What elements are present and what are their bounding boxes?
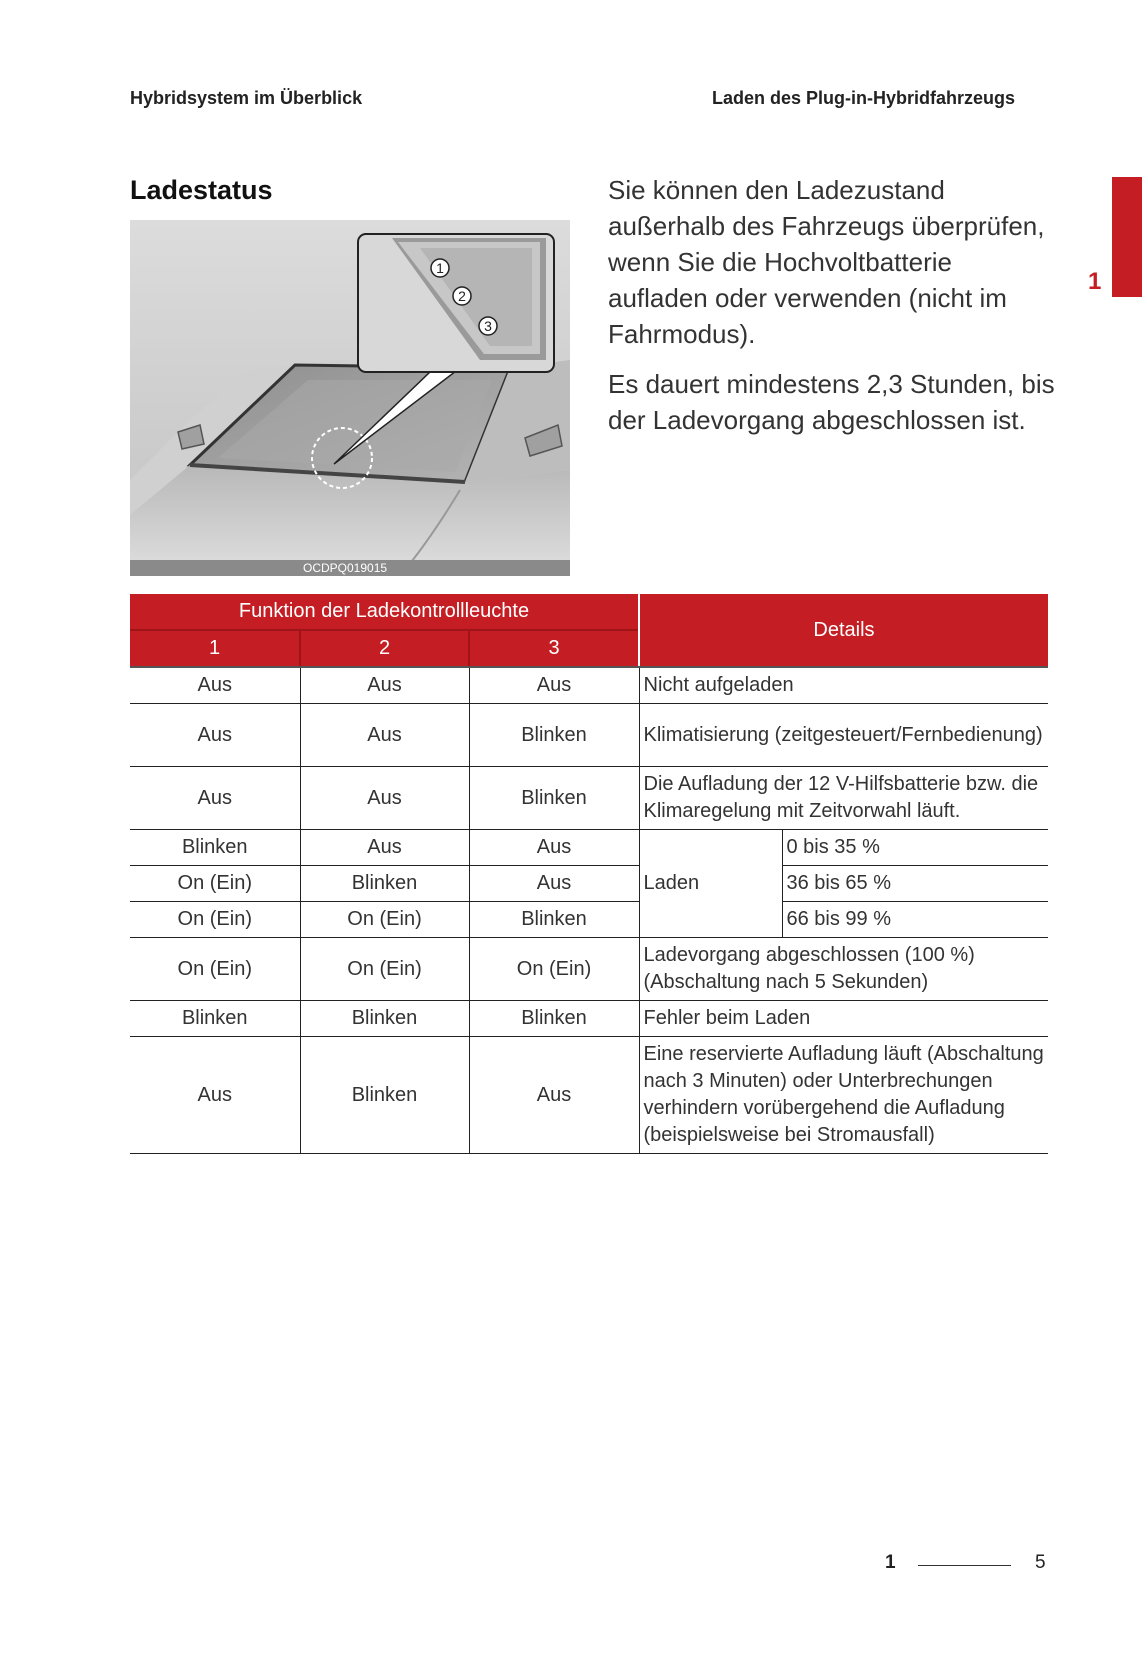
column-header-2: 2: [300, 630, 469, 667]
charge-range: 0 bis 35 %: [782, 830, 1048, 866]
table-row: [130, 767, 1048, 830]
table-group-header: Funktion der Ladekontrollleuchte: [130, 594, 639, 630]
table-row: [130, 902, 1048, 938]
row-detail: Die Aufladung der 12 V-Hilfsbatterie bzw. die Klimaregelung mit Zeitvorwahl läuft.: [639, 767, 1048, 830]
callout-2: 2: [458, 288, 466, 304]
lamp-3-state: Blinken: [469, 1001, 639, 1037]
row-detail: Eine reservierte Aufladung läuft (Abschaltung nach 3 Minuten) oder Unterbrechungen verhindern vorübergehend die Aufladung (beispielsweise bei Stromausfall): [639, 1037, 1048, 1154]
row-detail: Ladevorgang abgeschlossen (100 %) (Abschaltung nach 5 Sekunden): [639, 938, 1048, 1001]
page-number: 5: [1035, 1552, 1046, 1573]
figure-charging-indicator: [130, 220, 570, 576]
lamp-1-state: Blinken: [130, 1001, 300, 1037]
lamp-3-state: Aus: [469, 866, 639, 902]
table-row: [130, 866, 1048, 902]
callout-1: 1: [436, 260, 444, 276]
row-detail: Klimatisierung (zeitgesteuert/Fernbedienung): [639, 704, 1048, 767]
lamp-1-state: Blinken: [130, 830, 300, 866]
lamp-2-state: Aus: [300, 704, 469, 767]
lamp-3-state: Aus: [469, 1037, 639, 1154]
lamp-2-state: Blinken: [300, 1037, 469, 1154]
callout-3: 3: [484, 318, 492, 334]
section-title: Ladestatus: [130, 175, 273, 205]
running-header-left: Hybridsystem im Überblick: [130, 88, 363, 108]
lamp-1-state: On (Ein): [130, 902, 300, 938]
table-row: [130, 1037, 1048, 1154]
row-detail: Fehler beim Laden: [639, 1001, 1048, 1037]
column-header-3: 3: [469, 630, 639, 667]
lamp-3-state: Aus: [469, 667, 639, 704]
lamp-2-state: On (Ein): [300, 938, 469, 1001]
lamp-3-state: Aus: [469, 830, 639, 866]
intro-paragraph-2: Es dauert mindestens 2,3 Stunden, bis der Ladevorgang abgeschlossen ist.: [608, 369, 1055, 435]
details-header: Details: [639, 594, 1048, 667]
table-row: [130, 667, 1048, 704]
lamp-3-state: Blinken: [469, 767, 639, 830]
footer-divider: [918, 1565, 1011, 1566]
running-header-right: Laden des Plug-in-Hybridfahrzeugs: [711, 88, 1015, 108]
lamp-2-state: On (Ein): [300, 902, 469, 938]
lamp-1-state: Aus: [130, 1037, 300, 1154]
lamp-2-state: Blinken: [300, 866, 469, 902]
intro-text: [608, 172, 1058, 452]
table-row: [130, 1001, 1048, 1037]
row-detail: Nicht aufgeladen: [639, 667, 1048, 704]
lamp-3-state: Blinken: [469, 902, 639, 938]
lamp-2-state: Aus: [300, 667, 469, 704]
lamp-2-state: Blinken: [300, 1001, 469, 1037]
lamp-3-state: Blinken: [469, 704, 639, 767]
charge-range: 36 bis 65 %: [782, 866, 1048, 902]
chapter-number: 1: [1088, 268, 1102, 295]
table-row: [130, 938, 1048, 1001]
table-row: [130, 704, 1048, 767]
lamp-2-state: Aus: [300, 767, 469, 830]
lamp-1-state: Aus: [130, 767, 300, 830]
charging-status-table: [130, 594, 1048, 1154]
lamp-3-state: On (Ein): [469, 938, 639, 1001]
lamp-1-state: Aus: [130, 667, 300, 704]
table-row: [130, 830, 1048, 866]
car-windshield-illustration: [130, 220, 570, 576]
figure-caption: OCDPQ019015: [130, 560, 570, 576]
lamp-1-state: On (Ein): [130, 866, 300, 902]
column-header-1: 1: [130, 630, 300, 667]
footer-chapter: 1: [885, 1552, 896, 1573]
chapter-tab: [1112, 177, 1142, 297]
lamp-2-state: Aus: [300, 830, 469, 866]
intro-paragraph-1: Sie können den Ladezustand außerhalb des Fahrzeugs überprüfen, wenn Sie die Hochvoltbatterie aufladen oder verwenden (nicht im Fahrmodus).: [608, 175, 1045, 349]
lamp-1-state: Aus: [130, 704, 300, 767]
charge-range: 66 bis 99 %: [782, 902, 1048, 938]
lamp-1-state: On (Ein): [130, 938, 300, 1001]
charging-label: Laden: [639, 830, 782, 938]
